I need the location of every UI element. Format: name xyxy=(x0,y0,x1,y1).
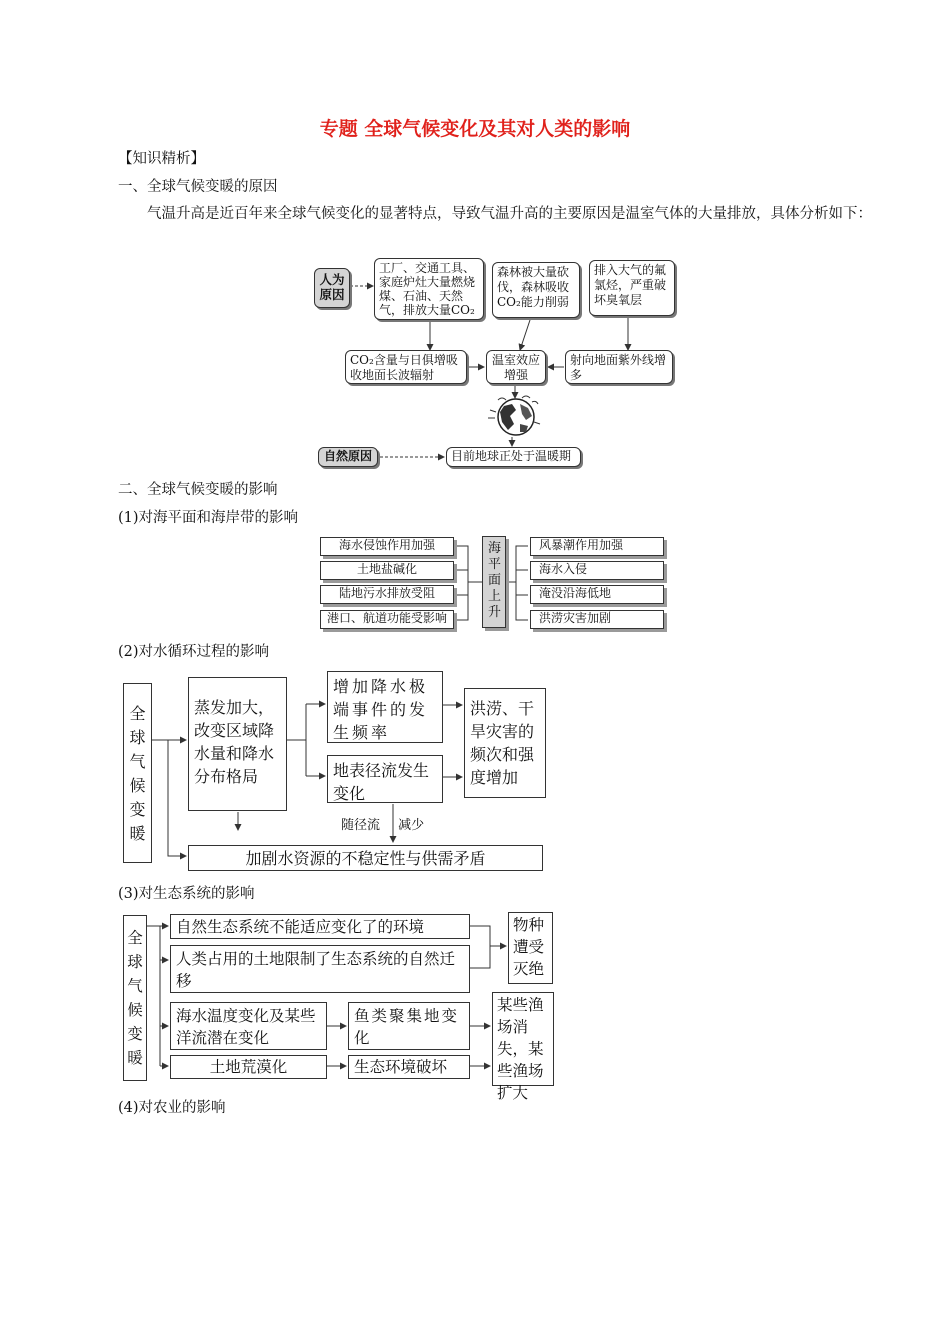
left-effect-2: 土地盐碱化 xyxy=(320,561,454,580)
section-tag: 【知识精析】 xyxy=(118,151,205,167)
runoff-change-box: 地表径流发生变化 xyxy=(327,755,443,803)
right-effect-1: 风暴潮作用加强 xyxy=(530,537,664,556)
subheading-sea-level: (1)对海平面和海岸带的影响 xyxy=(118,510,299,526)
intro-paragraph: 气温升高是近百年来全球气候变化的显著特点，导致气温升高的主要原因是温室气体的大量排放，具体分析如下： xyxy=(147,206,872,222)
species-extinction-box: 物种遭受灭绝 xyxy=(508,912,553,984)
human-cause-box: 人为原因 xyxy=(314,268,350,308)
fossil-fuel-box: 工厂、交通工具、家庭炉灶大量燃烧煤、石油、天然气，排放大量CO₂ xyxy=(374,258,484,320)
land-limit-box: 人类占用的土地限制了生态系统的自然迁移 xyxy=(170,945,470,993)
fishery-change-box: 某些渔场消失，某些渔场扩大 xyxy=(492,992,554,1086)
warming-root-box-2: 全球气候变暖 xyxy=(123,915,147,1081)
desertification-box: 土地荒漠化 xyxy=(170,1055,327,1079)
co2-absorb-box: CO₂含量与日俱增吸收地面长波辐射 xyxy=(345,350,467,384)
right-effect-2: 海水入侵 xyxy=(530,561,664,580)
subheading-agriculture: (4)对农业的影响 xyxy=(118,1100,226,1116)
ocean-temp-box: 海水温度变化及某些洋流潜在变化 xyxy=(170,1002,327,1050)
deforestation-box: 森林被大量砍伐，森林吸收CO₂能力削弱 xyxy=(492,262,580,318)
water-resource-box: 加剧水资源的不稳定性与供需矛盾 xyxy=(188,845,543,871)
left-effect-3: 陆地污水排放受阻 xyxy=(320,585,454,604)
eco-destruction-box: 生态环境破坏 xyxy=(348,1055,470,1079)
left-effect-4: 港口、航道功能受影响 xyxy=(320,610,454,629)
left-effect-1: 海水侵蚀作用加强 xyxy=(320,537,454,556)
fish-gathering-box: 鱼类聚集地变化 xyxy=(348,1002,470,1050)
subheading-water-cycle: (2)对水循环过程的影响 xyxy=(118,644,270,660)
right-effect-3: 淹没沿海低地 xyxy=(530,585,664,604)
subheading-ecosystem: (3)对生态系统的影响 xyxy=(118,886,255,902)
extreme-precip-box: 增加降水极端事件的发生频率 xyxy=(327,671,443,743)
greenhouse-effect-box: 温室效应增强 xyxy=(486,350,546,384)
natural-cause-box: 自然原因 xyxy=(318,447,378,467)
right-effect-4: 洪涝灾害加剧 xyxy=(530,610,664,629)
warming-root-box: 全球气候变暖 xyxy=(123,683,152,863)
heading-effects: 二、全球气候变暖的影响 xyxy=(118,482,278,498)
sea-level-rise-box: 海平面上升 xyxy=(482,536,506,628)
runoff-decrease-label: 随径流 减少 xyxy=(341,818,425,833)
uv-increase-box: 射向地面紫外线增多 xyxy=(565,350,673,384)
heading-causes: 一、全球气候变暖的原因 xyxy=(118,179,278,195)
natural-ecosystem-box: 自然生态系统不能适应变化了的环境 xyxy=(170,914,470,939)
cfc-box: 排入大气的氟氯烃，严重破坏臭氧层 xyxy=(589,260,675,316)
warm-period-box: 目前地球正处于温暖期 xyxy=(446,447,581,467)
flood-drought-box: 洪涝、干旱灾害的频次和强度增加 xyxy=(464,688,546,798)
evaporation-box: 蒸发加大，改变区域降水量和降水分布格局 xyxy=(188,677,287,811)
page-title: 专题 全球气候变化及其对人类的影响 xyxy=(319,118,631,140)
